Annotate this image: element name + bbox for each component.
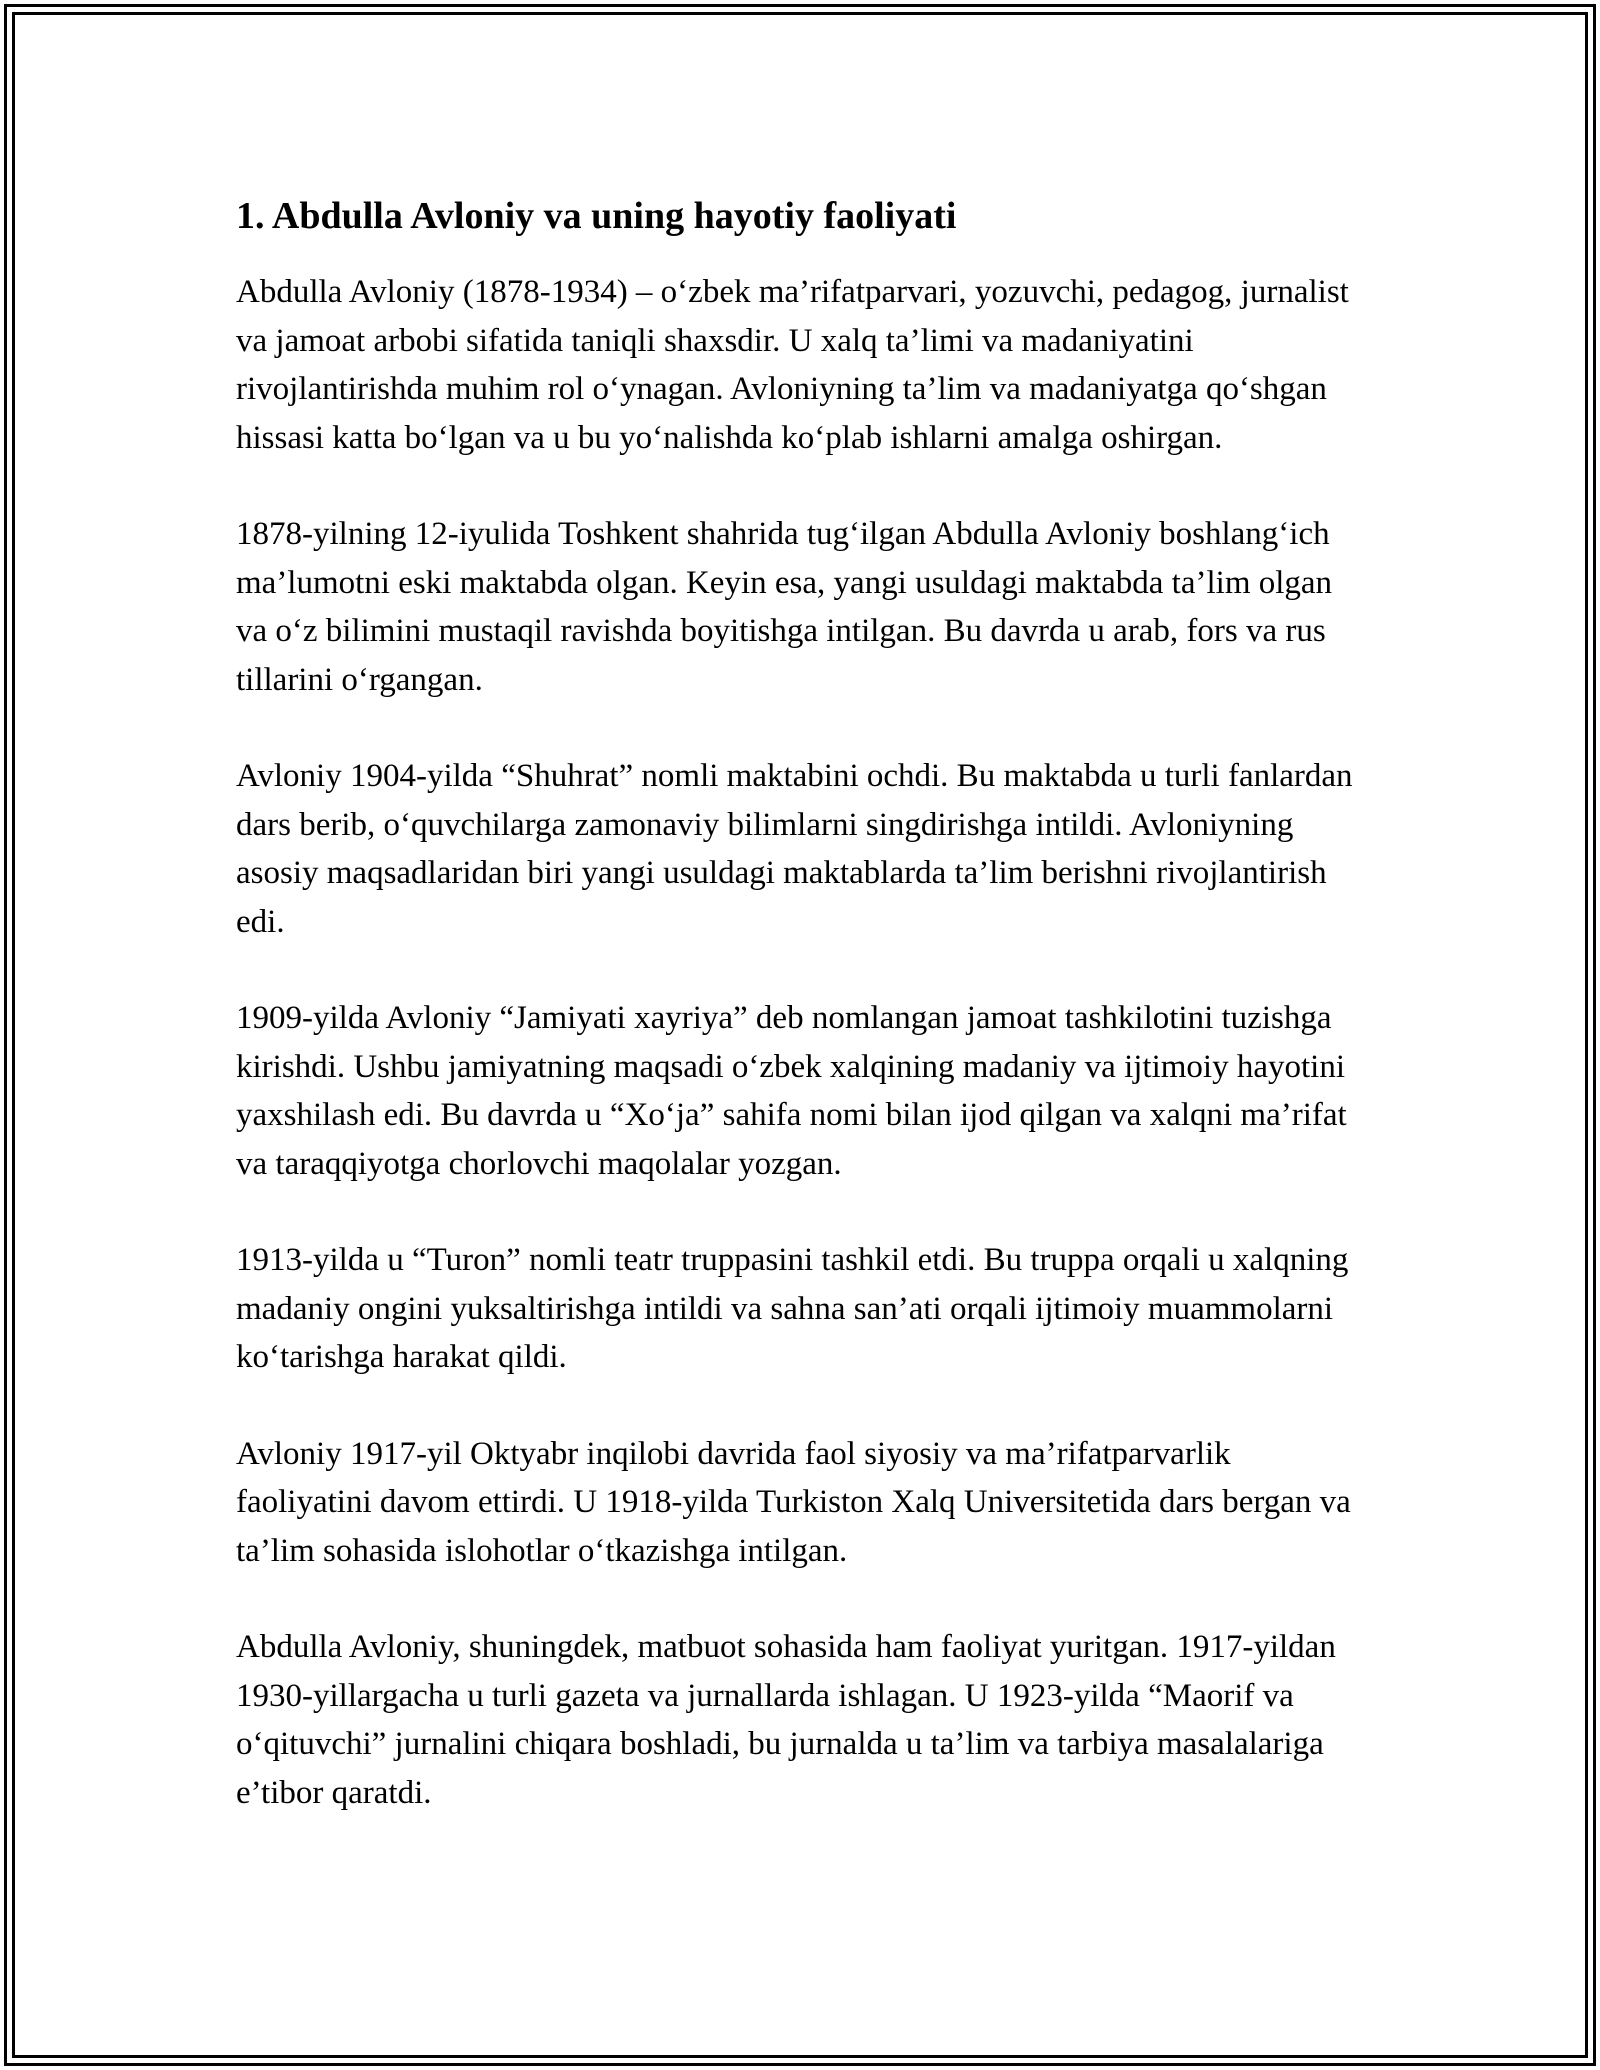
document-body [236,186,1366,1817]
paragraph-jamiyati-xayriya: 1909-yilda Avloniy “Jamiyati xayriya” deb nomlangan jamoat tashkilotini tuzishga kirishdi. Ushbu jamiyatning maqsadi o‘zbek xalqining madaniy va ijtimoiy hayotini yaxshilash edi. Bu davrda u “Xo‘ja” sahifa nomi bilan ijod qilgan va xalqni ma’rifat va taraqqiyotga chorlovchi maqolalar yozgan. [236,1000,1347,1182]
paragraph-press-activity: Abdulla Avloniy, shuningdek, matbuot sohasida ham faoliyat yuritgan. 1917-yildan 1930-yillargacha u turli gazeta va jurnallarda ishlagan. U 1923-yilda “Maorif va o‘qituvchi” jurnalini chiqara boshladi, bu jurnalda u ta’lim va tarbiya masalalariga e’tibor qaratdi. [236,1629,1336,1811]
section-heading: 1. Abdulla Avloniy va uning hayotiy faoliyati [236,195,957,237]
paragraph-intro: Abdulla Avloniy (1878-1934) – o‘zbek ma’rifatparvari, yozuvchi, pedagog, jurnalist va jamoat arbobi sifatida taniqli shaxsdir. U xalq ta’limi va madaniyatini rivojlantirishda muhim rol o‘ynagan. Avloniyning ta’lim va madaniyatga qo‘shgan hissasi katta bo‘lgan va u bu yo‘nalishda ko‘plab ishlarni amalga oshirgan. [236,274,1349,456]
paragraph-shuhrat-school: Avloniy 1904-yilda “Shuhrat” nomli maktabini ochdi. Bu maktabda u turli fanlardan dars berib, o‘quvchilarga zamonaviy bilimlarni singdirishga intildi. Avloniyning asosiy maqsadlaridan biri yangi usuldagi maktablarda ta’lim berishni rivojlantirish edi. [236,758,1353,940]
paragraph-turon-theatre: 1913-yilda u “Turon” nomli teatr truppasini tashkil etdi. Bu truppa orqali u xalqning madaniy ongini yuksaltirishga intildi va sahna san’ati orqali ijtimoiy muammolarni ko‘tarishga harakat qildi. [236,1242,1349,1375]
paragraph-october-revolution: Avloniy 1917-yil Oktyabr inqilobi davrida faol siyosiy va ma’rifatparvarlik faoliyatini davom ettirdi. U 1918-yilda Turkiston Xalq Universitetida dars bergan va ta’lim sohasida islohotlar o‘tkazishga intilgan. [236,1435,1351,1569]
paragraph-early-life: 1878-yilning 12-iyulida Toshkent shahrida tug‘ilgan Abdulla Avloniy boshlang‘ich ma’lumotni eski maktabda olgan. Keyin esa, yangi usuldagi maktabda ta’lim olgan va o‘z bilimini mustaqil ravishda boyitishga intilgan. Bu davrda u arab, fors va rus tillarini o‘rgangan. [236,516,1333,698]
